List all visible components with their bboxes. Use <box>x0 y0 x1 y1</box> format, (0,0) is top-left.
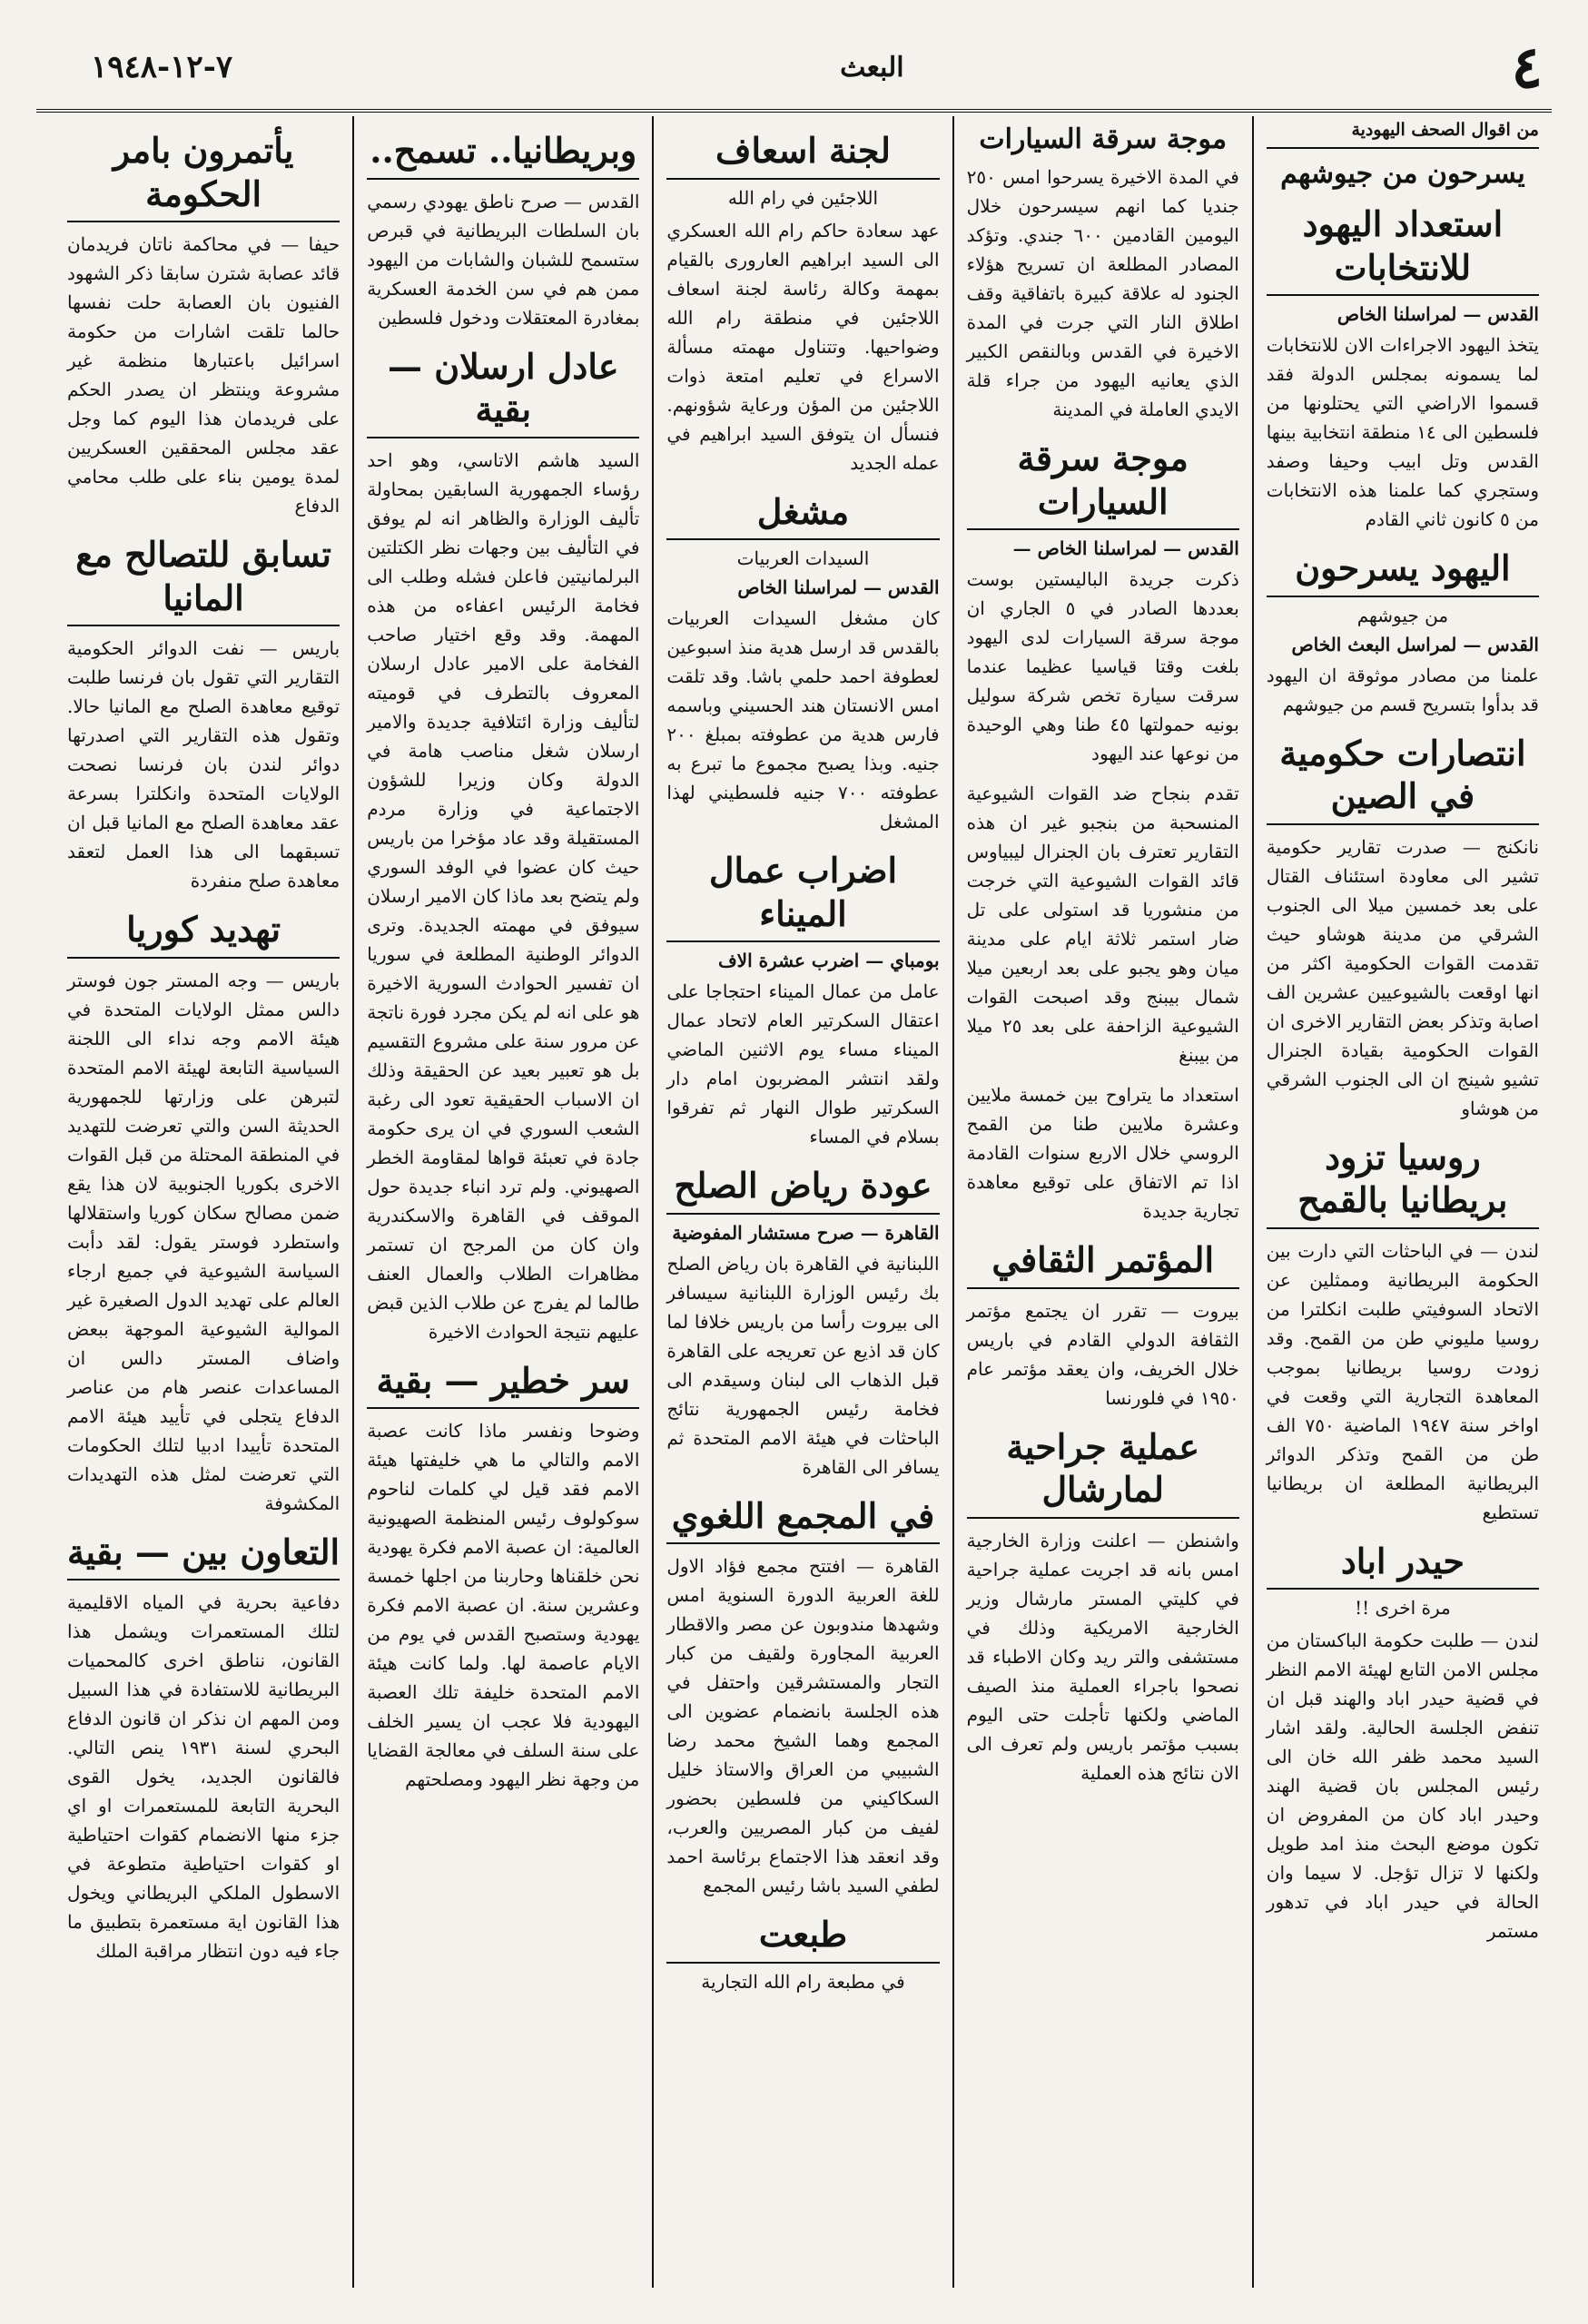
article-body: القدس — صرح ناطق يهودي رسمي بان السلطات البريطانية في قبرص ستسمح للشبان والشابات من اليهود ممن هم في سن الخدمة العسكرية بمغادرة المعتقلات ودخول فلسطين <box>367 190 640 329</box>
columns <box>54 116 1552 2288</box>
article-headline: المؤتمر الثقافي <box>967 1238 1239 1289</box>
article-body: ذكرت جريدة الباليستين بوست بعددها الصادر في ٥ الجاري ان موجة سرقة السيارات لدى اليهود بلغت وقتا قياسيا عظيما عندما سرقت سيارة تخص شركة سوليل بونيه حمولتها ٤٥ طنا وهي الوحيدة من نوعها عند اليهود <box>966 568 1239 764</box>
article-headline: موجة سرقة السيارات <box>967 437 1239 530</box>
article-body: باريس — وجه المستر جون فوستر دالس ممثل الولايات المتحدة في هيئة الامم وجه نداء الى اللجنة السياسية التابعة لهيئة الامم المتحدة لتبرهن على وزارتها للجمهورية الحديثة السن والتي تعرضت للتهديد في المنطقة المحتلة من قبل القوات الاخرى بكوريا الجنوبية لان هذا يقع ضمن مصالح سكان كوريا واستقلالها واستطرد فوستر يقول: لقد دأبت السياسة الشيوعية في جميع ارجاء العالم على تهديد الدول الصغيرة غير الموالية الشيوعية الموجهة ببعض واضاف المستر دالس ان المساعدات عنصر هام من عناصر الدفاع يتجلى في تأييد هيئة الامم المتحدة تأييدا ادبيا لتلك الحكومات التي تعرضت لمثل هذه التهديدات المكشوفة <box>66 969 340 1514</box>
article-britain-allows <box>367 129 639 332</box>
imprint-text: في مطبعة رام الله التجارية <box>701 1970 905 1993</box>
article-headline: عودة رياض الصلح <box>666 1164 939 1215</box>
article-hyderabad <box>1267 1540 1539 1946</box>
article-headline: في المجمع اللغوي <box>666 1494 939 1545</box>
article-body: استعداد ما يتراوح بين خمسة ملايين وعشرة ملايين طنا من القمح الروسي خلال الاربع سنوات القادمة اذا تم الاتفاق على توقيع معاهدة تجارية جديدة <box>966 1084 1239 1222</box>
article-headline: مشغل <box>666 490 939 541</box>
article-demobilization <box>1267 158 1539 534</box>
article-subheadline: من جيوشهم <box>1356 604 1449 626</box>
article-body: كان مشغل السيدات العربيات بالقدس قد ارسل هدية منذ اسبوعين لعطوفة احمد حلمي باشا. وقد تلقت امس الانستان هند الحسيني وباسمه فارس هدية من عطوفته بمبلغ ٢٠٠ جنيه. وبذا يصبح مجموع ما تبرع به عطوفته ٧٠٠ جنيه فلسطيني لهذا المشغل <box>666 607 940 832</box>
article-marshall-surgery <box>967 1425 1239 1787</box>
masthead <box>36 25 1552 113</box>
column-4 <box>352 116 652 2288</box>
page-number: ٤ <box>1511 33 1543 102</box>
article-headline: عادل ارسلان — بقية <box>367 345 639 438</box>
column-3 <box>652 116 952 2288</box>
article-headline: اليهود يسرحون <box>1267 547 1539 597</box>
article-germany-peace <box>67 533 340 895</box>
article-relief-committee <box>666 129 939 478</box>
article-subheadline: استعداد اليهود للانتخابات <box>1267 202 1539 296</box>
article-body: لندن — طلبت حكومة الباكستان من مجلس الامن التابع لهيئة الامم النظر في قضية حيدر اباد والهند قبل ان تنفض الجلسة الحالية. ولقد اشار السيد محمد ظفر الله خان الى رئيس المجلس بان قضية الهند وحيدر اباد كان من المفروض ان تكون موضع البحث منذ امد طويل ولكنها لا تزال تؤجل. لا سيما وان الحالة في حيدر اباد في تدهور مستمر <box>1266 1630 1539 1942</box>
article-headline: عملية جراحية لمارشال <box>967 1425 1239 1519</box>
article-headline: يسرحون من جيوشهم <box>1280 158 1525 190</box>
article-headline: سر خطير — بقية <box>367 1359 639 1410</box>
article-china <box>1267 732 1539 1123</box>
article-china-continued <box>967 779 1239 1069</box>
article-cultural-conference <box>967 1238 1239 1413</box>
article-body: القاهرة — افتتح مجمع فؤاد الاول للغة العربية الدورة السنوية امس وشهدها مندوبون عن مصر والاقطار العربية المجاورة ولقيف من كبار التجار والمستشرقين واحتفل في هذه الجلسة بانضمام عضوين الى المجمع وهما الشيخ محمد رضا الشبيبي من العراق والاستاذ خليل السكاكيني من فلسطين بحضور لفيف من كبار المصريين والعرب، وقد انعقد هذا الاجتماع برئاسة احمد لطفي السيد باشا رئيس المجمع <box>666 1555 940 1896</box>
article-headline: يأتمرون بامر الحكومة <box>67 129 340 222</box>
article-headline: اضراب عمال الميناء <box>666 849 939 942</box>
article-headline: حيدر اباد <box>1267 1540 1539 1590</box>
article-body: علمنا من مصادر موثوقة ان اليهود قد بدأوا بتسريح قسم من جيوشهم <box>1266 664 1539 715</box>
article-riad-solh <box>666 1164 939 1482</box>
article-body: في المدة الاخيرة يسرحوا امس ٢٥٠ جنديا كما انهم سيسرحون خلال اليومين القادمين ٦٠٠ جندي. وتؤكد المصادر المطلعة ان تسريح هؤلاء الجنود له علاقة كبيرة باتفاقية وقف اطلاق النار التي جرت في المدة الاخيرة في القدس وبالنقص الكبير الذي يعانيه اليهود من جراء قلة الايدي العاملة في المدينة <box>966 166 1239 420</box>
article-russia-wheat <box>1267 1136 1539 1527</box>
article-body: تقدم بنجاح ضد القوات الشيوعية المنسحبة من بنجبو غير ان هذه التقارير تعترف بان الجنرال ليبياوس قائد القوات الشيوعية التي خرجت من منشوريا قد استولى على تل ضار استمر ثلاثة ايام على مدينة ميان وهو يجبو على بعد اربعين ميلا شمال بيبنج وقد اصبحت القوات الشيوعية الزاحفة على بعد ٢٥ ميلا من بيبنغ <box>966 783 1239 1066</box>
article-cooperation <box>67 1531 340 1966</box>
article-body: لندن — في الباحثات التي دارت بين الحكومة البريطانية وممثلين عن الاتحاد السوفيتي طلبت انكلترا من روسيا مليوني طن من القمح. وقد زودت روسيا بريطانيا بموجب المعاهدة التجارية التي وقعت في اواخر سنة ١٩٤٧ الماضية ٧٥٠ الف طن من القمح وتذكر الدوائر البريطانية المطلعة ان بريطانيا تستطيع <box>1266 1239 1539 1523</box>
article-dateline: بومباي — اضرب عشرة الاف <box>717 950 940 971</box>
article-grave-secret <box>367 1359 639 1795</box>
article-dateline: القدس — لمراسل البعث الخاص <box>1291 633 1539 655</box>
article-body: حيفا — في محاكمة ناتان فريدمان قائد عصابة شترن سابقا ذكر الشهود الفنيون بان العصابة حلت نفسها حالما تلقت اشارات من حكومة اسرائيل باعتبارها منظمة غير مشروعة وينتظر ان يصدر الحكم على فريدمان هذا اليوم كما وجل عقد مجلس المحققين العسكريين لمدة يومين بناء على طلب محامي الدفاع <box>66 233 340 517</box>
article-body: يتخذ اليهود الاجراءات الان للانتخابات لما يسمونه بمجلس الدولة فقد قسموا الاراضي التي يحتلونها من فلسطين الى ١٤ منطقة انتخابية بينها القدس وتل ابيب وحيفا وصفد وستجري كما علمنا هذه الانتخابات من ٥ كانون ثاني القادم <box>1266 334 1539 530</box>
article-wheat-continued <box>967 1080 1239 1226</box>
section-label: من اقوال الصحف اليهودية <box>1267 116 1539 149</box>
column-2 <box>952 116 1252 2288</box>
article-headline: التعاون بين — بقية <box>67 1531 340 1581</box>
article-headline: موجة سرقة السيارات <box>979 123 1228 155</box>
article-body: دفاعية بحرية في المياه الاقليمية لتلك المستعمرات ويشمل هذا القانون، نناطق اخرى كالمحميات البريطانية للاستفادة في هذا السبيل ومن المهم ان نذكر ان قانون الدفاع البحري لسنة ١٩٣١ ينص التالي. فالقانون الجديد، يخول القوى البحرية التابعة للمستعمرات او اي جزء منها الانضمام كقوات احتياطية او كقوات احتياطية متطوعة في الاسطول الملكي البريطاني ويخول هذا القانون اية مستعمرة بتطبيق ما جاء فيه دون انتظار مراقبة الملك <box>66 1591 340 1962</box>
article-language-academy <box>666 1494 939 1901</box>
article-body: واشنطن — اعلنت وزارة الخارجية امس بانه قد اجريت عملية جراحية في كليتي المستر مارشال وزير الخارجية الامريكية وذلك في مستشفى والتر ريد وكان الاطباء قد نصحوا باجراء العملية منذ الصيف الماضي ولكنها تأجلت حتى اليوم بسبب مؤتمر باريس ولم تعرف الى الان نتائج هذه العملية <box>966 1529 1239 1784</box>
article-car-theft-1 <box>967 123 1239 424</box>
article-body: باريس — نفت الدوائر الحكومية التقارير التي تقول بان فرنسا طلبت توقيع معاهدة الصلح مع المانيا حالا. وتقول هذه التقارير التي اصدرتها دوائر لندن بان فرنسا نصحت الولايات المتحدة وانكلترا بسرعة عقد معاهدة الصلح مع المانيا قبل ان تسبقهما الى هذا العمل لتعقد معاهدة صلح منفردة <box>66 637 340 891</box>
article-subheadline: اللاجئين في رام الله <box>727 186 879 209</box>
paper-name: البعث <box>840 51 904 84</box>
article-body: عهد سعادة حاكم رام الله العسكري الى السيد ابراهيم العارورى بالقيام بمهمة وكالة رئاسة لجنة اسعاف اللاجئين في منطقة رام الله وضواحيها. وتتناول مهمته مسألة الاسراع في تعليم امتعة ذوات اللاجئين من المؤن ورعاية شؤونهم. فنسأل ان يتوفق السيد ابراهيم في عمله الجديد <box>666 219 940 474</box>
article-body: السيد هاشم الاتاسي، وهو احد رؤساء الجمهورية السابقين بمحاولة تأليف الوزارة والظاهر انه لم يوفق في التأليف بين وجهات نظر الكتلتين البرلمانيتين فاعلن فشله وطلب الى فخامة الرئيس اعفاءه من هذه المهمة. وقد وقع اختيار صاحب الفخامة على الامير عادل ارسلان المعروف بالتطرف في قوميته لتأليف وزارة ائتلافية جديدة والامير ارسلان شغل مناصب هامة في الدولة وكان وزيرا للشؤون الاجتماعية في وزارة مردم المستقيلة وقد عاد مؤخرا من باريس حيث كان عضوا في الوفد السوري ولم يتضح بعد ماذا كان الامير ارسلان سيوفق في مهمته الجديدة. وترى الدوائر الوطنية المطلعة في سوريا ان تفسير الحوادث السورية الاخيرة هو على انه لم يكن مجرد فورة ناتجة عن مرور سنة على مشروع التقسيم بل هو تعبير بعيد عن الحقيقة وذلك ان الاسباب الحقيقية تعود الى رغبة الشعب السوري في ان يرى حكومة جادة في تعبئة قواها لمقاومة الخطر الصهيوني. ولم ترد انباء جديدة حول الموقف في القاهرة والاسكندرية وان كان من المرجح ان تستمر مظاهرات الطلاب والعمال العنف طالما لم يفرج عن طلاب الذين قبض عليهم نتيجة الحوادث الاخيرة <box>367 448 640 1343</box>
article-adel-arslan <box>367 345 639 1346</box>
article-dateline: القدس — لمراسلنا الخاص <box>737 576 940 598</box>
article-subheadline: السيدات العربيات <box>736 547 870 569</box>
article-subheadline: مرة اخرى !! <box>1355 1597 1451 1619</box>
article-headline: وبريطانيا.. تسمح.. <box>367 129 639 180</box>
column-1 <box>1252 116 1552 2288</box>
article-headline: تهديد كوريا <box>67 908 340 959</box>
article-headline: روسيا تزود بريطانيا بالقمح <box>1267 1136 1539 1229</box>
article-body: عامل من عمال الميناء احتجاجا على اعتقال السكرتير العام لاتحاد عمال الميناء مساء يوم الاثنين الماضي ولقد انتشر المضربون امام دار السكرتير طوال النهار ثم تفرقوا بسلام في المساء <box>666 980 940 1147</box>
issue-date: ٧-١٢-١٩٤٨ <box>91 49 233 85</box>
article-body: بيروت — تقرر ان يجتمع مؤتمر الثقافة الدولي القادم في باريس خلال الخريف، وان يعقد مؤتمر عام ١٩٥٠ في فلورنسا <box>966 1299 1239 1409</box>
article-body: اللبنانية في القاهرة بان رياض الصلح بك رئيس الوزارة اللبنانية سيسافر الى بيروت رأسا من باريس خلافا لما كان قد اذيع عن تعريجه على القاهرة قبل الذهاب الى لبنان وسيقدم الى فخامة رئيس الجمهورية نتائج الباحثات في هيئة الامم المتحدة ثم يسافر الى القاهرة <box>666 1252 940 1478</box>
article-government-orders <box>67 129 340 520</box>
article-headline: لجنة اسعاف <box>666 129 939 180</box>
article-dateline: القاهرة — صرح مستشار المفوضية <box>672 1221 940 1244</box>
column-5 <box>54 116 352 2288</box>
article-headline: تسابق للتصالح مع المانيا <box>67 533 340 626</box>
article-jews-demobilize <box>1267 547 1539 719</box>
article-body: نانكنج — صدرت تقارير حكومية تشير الى معاودة استئناف القتال على بعد خمسين ميلا الى الجنوب الشرقي من مدينة هوشاو حيث تقدمت القوات الحكومية اكثر من انها اوقعت بالشيوعيين عشرين الف اصابة وتذكر بعض التقارير الاخرى ان القوات الحكومية بقيادة الجنرال تشيو شينج ان الى الجنوب الشرقي من هوشاو <box>1266 835 1539 1119</box>
printer-imprint <box>666 1913 939 1993</box>
article-korea-threat <box>67 908 340 1518</box>
article-port-strike <box>666 849 939 1151</box>
article-headline: انتصارات حكومية في الصين <box>1267 732 1539 825</box>
article-body: وضوحا ونفسر ماذا كانت عصبة الامم والتالي ما هي خليفتها هيئة الامم فقد قيل لي كلمات لناحوم سوكولوف رئيس المنظمة الصهيونية العالمية: ان عصبة الامم فكرة يهودية نحن خلقناها وحاربنا من اجلها خمسة وعشرين سنة. ان عصبة الامم فكرة يهودية وستصبح القدس في يوم من الايام عاصمة لها. ولما كانت هيئة الامم المتحدة خليفة تلك العصبة اليهودية فلا عجب ان يسير الخلف على سنة السلف في معالجة القضايا من وجهة نظر اليهود ومصلحتهم <box>367 1420 640 1790</box>
article-workshop <box>666 490 939 837</box>
article-car-theft-2 <box>967 437 1239 768</box>
article-dateline: القدس — لمراسلنا الخاص <box>1336 303 1539 325</box>
imprint-headline: طبعت <box>666 1913 939 1964</box>
article-dateline: القدس — لمراسلنا الخاص — <box>1012 537 1239 559</box>
